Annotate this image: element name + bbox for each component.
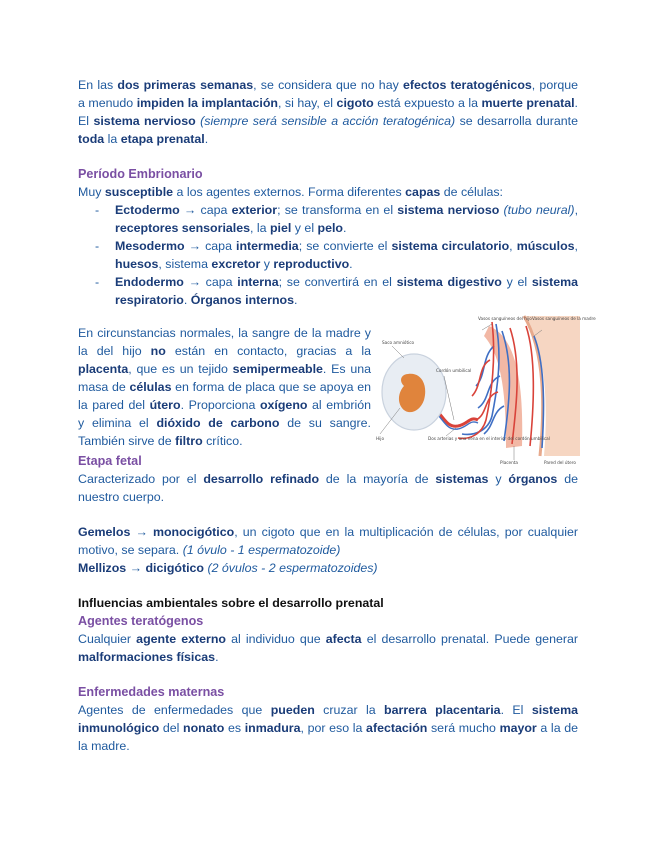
label-pared: Pared del útero	[544, 460, 576, 465]
embrionario-paragraph: Muy susceptible a los agentes externos. Forma diferentes capas de células:	[78, 185, 503, 199]
label-dos-venas: Dos arterias y una vena en el interior del cordón umbilical	[428, 436, 550, 441]
heading-agentes-teratogenos: Agentes teratógenos	[78, 614, 204, 628]
list-item-ectodermo: - Ectodermo → capa exterior; se transforma en el sistema nervioso (tubo neural), receptores sensoriales, la piel y el pelo.	[115, 201, 578, 237]
label-cordon: Cordón umbilical	[436, 368, 472, 373]
label-placenta: Placenta	[500, 460, 518, 465]
document-page	[78, 76, 596, 755]
label-saco: Saco amniótico	[382, 340, 415, 345]
agentes-paragraph: Cualquier agente externo al individuo que afecta el desarrollo prenatal. Puede generar malformaciones físicas.	[78, 632, 578, 664]
fetal-paragraph: Caracterizado por el desarrollo refinado de la mayoría de sistemas y órganos de nuestro cuerpo.	[78, 472, 578, 504]
gemelos-paragraph: Gemelos → monocigótico, un cigoto que en la multiplicación de células, por cualquier motivo, se separa. (1 óvulo - 1 espermatozoide) Mellizos → dicigótico (2 óvulos - 2 espermatozoides)	[78, 525, 578, 575]
heading-etapa-fetal: Etapa fetal	[78, 454, 142, 468]
heading-influencias: Influencias ambientales sobre el desarrollo prenatal	[78, 596, 384, 610]
list-item-endodermo: - Endodermo → capa interna; se convertirá en el sistema digestivo y el sistema respiratorio. Órganos internos.	[115, 273, 578, 309]
enfermedades-paragraph: Agentes de enfermedades que pueden cruzar la barrera placentaria. El sistema inmunológico del nonato es inmadura, por eso la afectación será mucho mayor a la de la madre.	[78, 703, 579, 753]
intro-paragraph: En las dos primeras semanas, se considera que no hay efectos teratogénicos, porque a menudo impiden la implantación, si hay, el cigoto está expuesto a la muerte prenatal. El sistema nervioso (siempre será sensible a acción teratogénica) se desarrolla durante toda la etapa prenatal.	[78, 78, 579, 146]
label-vasos-madre: Vasos sanguíneos de la madre	[532, 316, 596, 321]
label-hijo: Hijo	[376, 436, 385, 441]
germ-layer-list	[78, 201, 578, 309]
placenta-illustration	[374, 316, 596, 465]
heading-enfermedades-maternas: Enfermedades maternas	[78, 685, 225, 699]
placenta-paragraph: En circunstancias normales, la sangre de la madre y la del hijo no están en contacto, gracias a la placenta, que es un tejido semipermeable. Es una masa de células en forma de placa que se apoya en la pared del útero. Proporciona oxígeno al embrión y elimina el dióxido de carbono de su sangre. También sirve de filtro crítico.	[78, 326, 372, 448]
heading-periodo-embrionario: Período Embrionario	[78, 167, 203, 181]
list-item-mesodermo: - Mesodermo → capa intermedia; se convierte el sistema circulatorio, músculos, huesos, sistema excretor y reproductivo.	[115, 237, 578, 273]
label-vasos-hijo: Vasos sanguíneos del hijo	[478, 316, 532, 321]
